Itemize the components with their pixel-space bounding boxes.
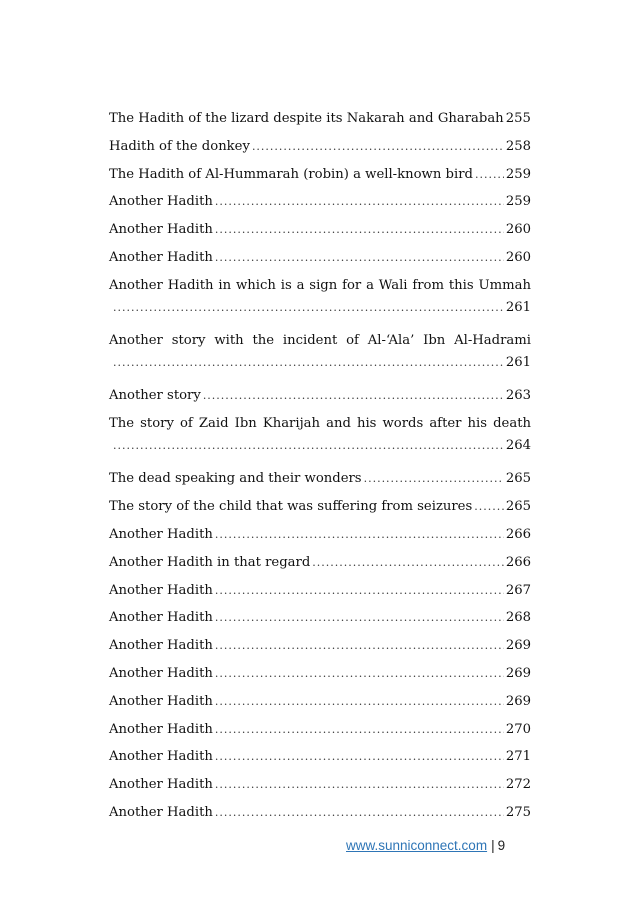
toc-entry[interactable]	[109, 219, 531, 247]
toc-entry-title: The Hadith of the lizard despite its Nakarah and Gharabah	[109, 111, 504, 126]
table-of-contents	[109, 108, 531, 830]
dot-leader	[475, 164, 504, 186]
toc-entry[interactable]	[109, 108, 531, 136]
dot-leader	[113, 435, 504, 457]
dot-leader	[215, 247, 504, 269]
toc-entry-title: Another Hadith	[109, 582, 213, 598]
toc-entry-continuation	[109, 352, 531, 374]
toc-entry[interactable]	[109, 774, 531, 802]
toc-entry[interactable]	[109, 413, 531, 468]
toc-entry-page: 269	[505, 666, 531, 682]
toc-entry-page: 270	[505, 721, 531, 737]
dot-leader	[364, 468, 504, 490]
dot-leader	[113, 297, 504, 319]
toc-entry-page: 265	[505, 471, 531, 487]
toc-entry-page: 260	[505, 249, 531, 265]
toc-entry-page: 269	[505, 693, 531, 709]
dot-leader	[215, 524, 504, 546]
dot-leader	[215, 219, 504, 241]
toc-entry[interactable]	[109, 691, 531, 719]
toc-entry-title: Another Hadith	[109, 222, 213, 238]
toc-entry[interactable]	[109, 719, 531, 747]
toc-entry[interactable]	[109, 191, 531, 219]
toc-entry[interactable]	[109, 496, 531, 524]
toc-entry-page: 266	[505, 554, 531, 570]
dot-leader	[215, 191, 504, 213]
toc-entry[interactable]	[109, 663, 531, 691]
toc-entry-page: 275	[505, 805, 531, 821]
dot-leader	[474, 496, 504, 518]
toc-entry-title: Another Hadith	[109, 638, 213, 654]
toc-entry-page: 269	[505, 638, 531, 654]
toc-entry[interactable]	[109, 275, 531, 330]
dot-leader	[215, 746, 504, 768]
dot-leader	[252, 136, 504, 158]
toc-entry-page: 261	[505, 299, 531, 315]
toc-entry-title: Another Hadith in that regard	[109, 554, 311, 570]
page-footer	[346, 838, 505, 853]
toc-entry-page: 264	[505, 438, 531, 454]
toc-entry-title: The story of Zaid Ibn Kharijah and his words after his death	[109, 416, 531, 432]
dot-leader	[215, 663, 504, 685]
page-number: 9	[497, 838, 506, 853]
toc-entry-page: 255	[505, 111, 531, 126]
dot-leader	[215, 802, 504, 824]
toc-entry-title: Another Hadith	[109, 610, 213, 626]
toc-entry-title: The story of the child that was suffering from seizures	[109, 499, 473, 515]
dot-leader	[215, 691, 504, 713]
toc-entry-title: Another Hadith in which is a sign for a Wali from this Ummah	[109, 277, 531, 293]
toc-entry-title: Another Hadith	[109, 249, 213, 265]
dot-leader	[203, 385, 504, 407]
toc-entry[interactable]	[109, 552, 531, 580]
footer-separator: |	[491, 838, 495, 853]
toc-entry[interactable]	[109, 385, 531, 413]
toc-entry[interactable]	[109, 164, 531, 192]
dot-leader	[215, 580, 504, 602]
toc-entry-continuation	[109, 297, 531, 319]
toc-entry-page: 258	[505, 138, 531, 154]
toc-entry[interactable]	[109, 746, 531, 774]
toc-entry-continuation	[109, 435, 531, 457]
toc-entry-title: Another story	[109, 388, 201, 404]
toc-entry[interactable]	[109, 468, 531, 496]
dot-leader	[312, 552, 504, 574]
toc-entry[interactable]	[109, 607, 531, 635]
toc-entry-page: 268	[505, 610, 531, 626]
dot-leader	[215, 774, 504, 796]
toc-entry-page: 260	[505, 222, 531, 238]
toc-entry[interactable]	[109, 524, 531, 552]
toc-entry-title: Another story with the incident of Al-‘Ala’ Ibn Al-Hadrami	[109, 333, 531, 349]
toc-entry-title: Another Hadith	[109, 693, 213, 709]
dot-leader	[113, 352, 504, 374]
dot-leader	[215, 635, 504, 657]
toc-entry-page: 259	[505, 194, 531, 210]
toc-entry[interactable]	[109, 635, 531, 663]
toc-entry-title: Another Hadith	[109, 749, 213, 765]
toc-entry-page: 271	[505, 749, 531, 765]
toc-entry-page: 259	[505, 166, 531, 182]
toc-entry-page: 263	[505, 388, 531, 404]
toc-entry[interactable]	[109, 802, 531, 830]
toc-entry-title: The Hadith of Al-Hummarah (robin) a well-known bird	[109, 166, 473, 182]
toc-entry-title: Another Hadith	[109, 666, 213, 682]
dot-leader	[215, 719, 504, 741]
toc-entry-page: 272	[505, 777, 531, 793]
toc-entry-title: Hadith of the donkey	[109, 138, 250, 154]
toc-entry[interactable]	[109, 136, 531, 164]
toc-entry-page: 265	[505, 499, 531, 515]
toc-entry-title: Another Hadith	[109, 805, 213, 821]
toc-entry-title: Another Hadith	[109, 527, 213, 543]
toc-entry-page: 267	[505, 582, 531, 598]
toc-entry-title: Another Hadith	[109, 194, 213, 210]
toc-entry-page: 266	[505, 527, 531, 543]
toc-entry-title: The dead speaking and their wonders	[109, 471, 362, 487]
toc-entry-title: Another Hadith	[109, 721, 213, 737]
website-link[interactable]: www.sunniconnect.com	[346, 838, 488, 853]
toc-entry-title: Another Hadith	[109, 777, 213, 793]
toc-entry-page: 261	[505, 355, 531, 371]
toc-entry[interactable]	[109, 580, 531, 608]
dot-leader	[215, 607, 504, 629]
toc-entry[interactable]	[109, 330, 531, 385]
toc-entry[interactable]	[109, 247, 531, 275]
